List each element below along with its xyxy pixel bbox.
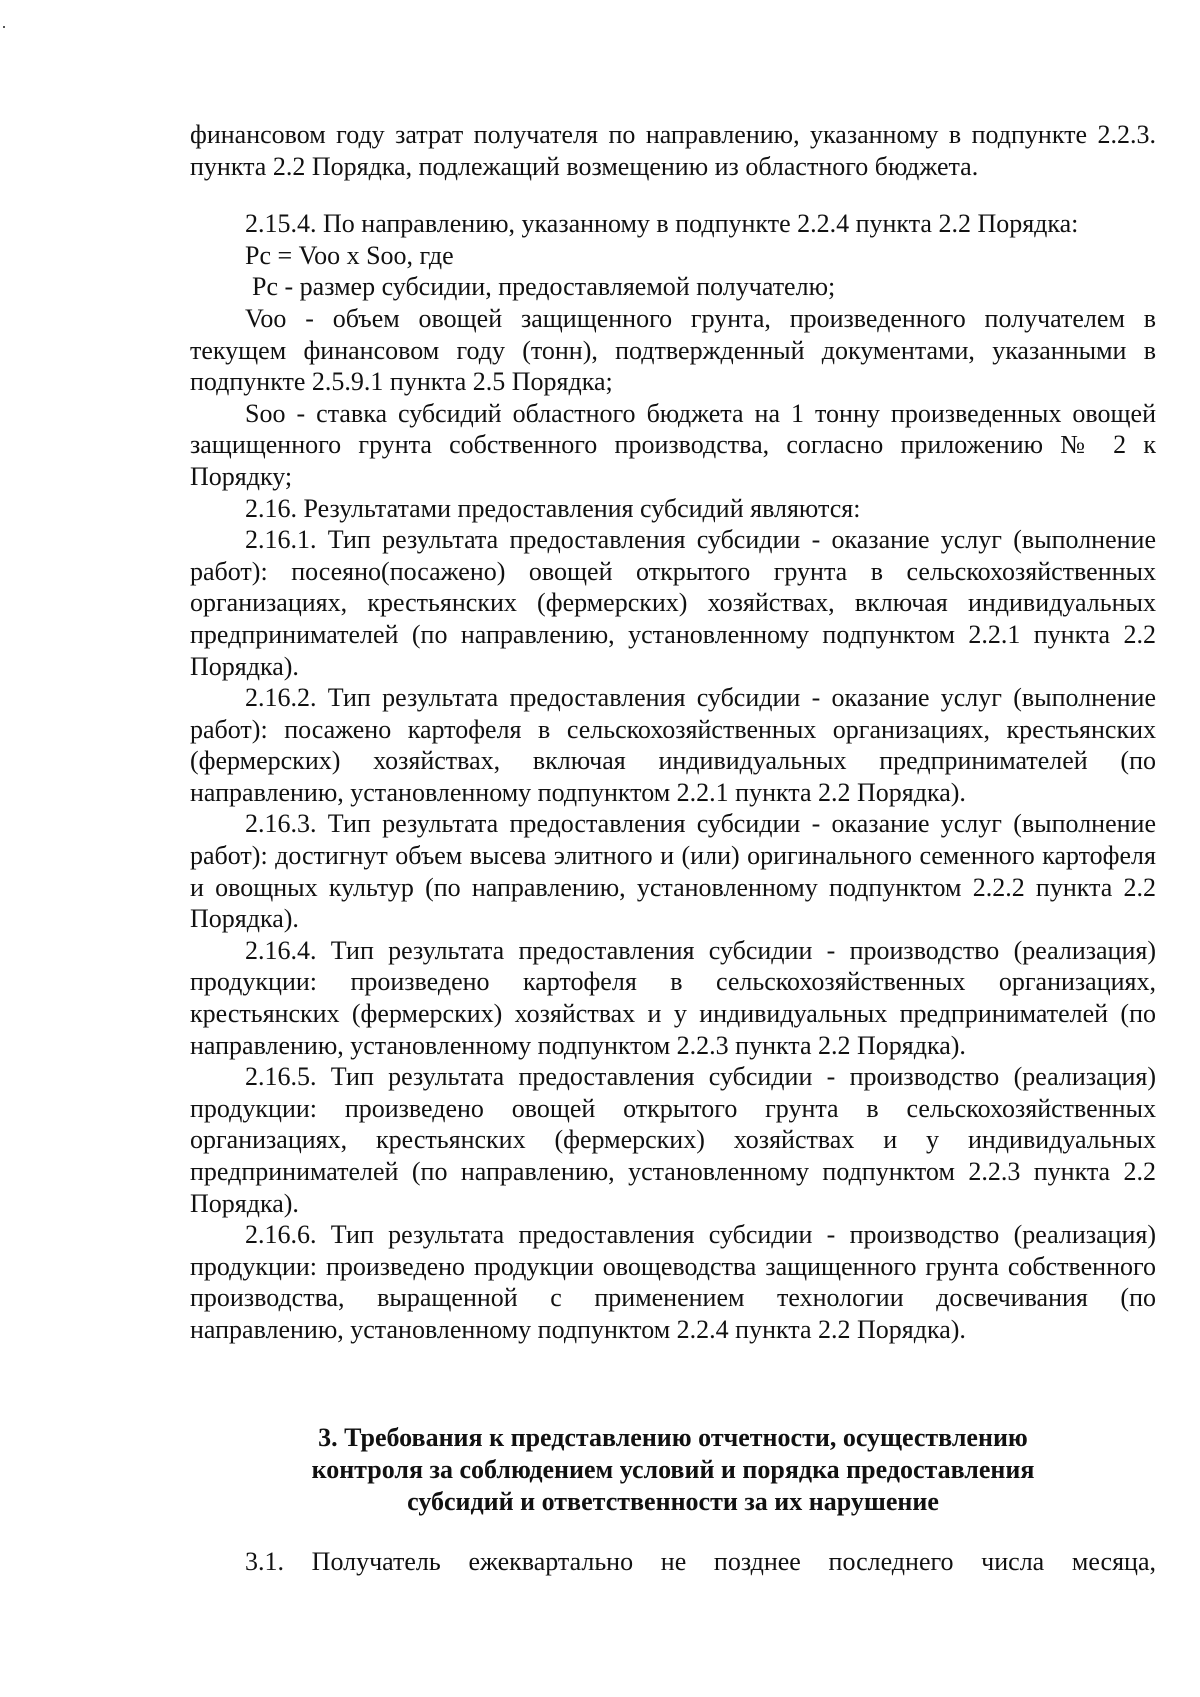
section-heading-line-2: контроля за соблюдением условий и порядка предоставления [311, 1454, 1035, 1484]
paragraph-2-16-2: 2.16.2. Тип результата предоставления субсидии - оказание услуг (выполнение работ): посажено картофеля в сельскохозяйственных организациях, крестьянских (фермерских) хозяйствах, включая индивидуальных предпринимателей (по направлению, установленному подпунктом 2.2.1 пункта 2.2 Порядка). [190, 683, 1156, 807]
scan-speck [3, 26, 5, 28]
document-body [190, 119, 1156, 1603]
paragraph-2-15-4: 2.15.4. По направлению, указанному в подпункте 2.2.4 пункта 2.2 Порядка: [245, 209, 1079, 239]
paragraph-2-16: 2.16. Результатами предоставления субсидий являются: [245, 493, 861, 523]
paragraph-2-16-3: 2.16.3. Тип результата предоставления субсидии - оказание услуг (выполнение работ): достигнут объем высева элитного и (или) оригинального семенного картофеля и овощных культур (по направлению, установленному подпунктом 2.2.2 пункта 2.2 Порядка). [190, 809, 1156, 934]
paragraph-3-1: 3.1. Получатель ежеквартально не позднее последнего числа месяца, [245, 1546, 1156, 1576]
paragraph-2-16-5: 2.16.5. Тип результата предоставления субсидии - производство (реализация) продукции: произведено овощей открытого грунта в сельскохозяйственных организациях, крестьянских (фермерских) хозяйствах и у индивидуальных предпринимателей (по направлению, установленному подпунктом 2.2.3 пункта 2.2 Порядка). [190, 1062, 1156, 1218]
section-heading-line-3: субсидий и ответственности за их нарушение [407, 1486, 939, 1516]
definition-soo: Soo - ставка субсидий областного бюджета на 1 тонну произведенных овощей защищенного грунта собственного производства, согласно приложению № 2 к Порядку; [190, 398, 1156, 491]
paragraph-2-16-6: 2.16.6. Тип результата предоставления субсидии - производство (реализация) продукции: произведено продукции овощеводства защищенного грунта собственного производства, выращенной с применением технологии досвечивания (по направлению, установленному подпунктом 2.2.4 пункта 2.2 Порядка). [190, 1220, 1156, 1344]
paragraph-2-16-4: 2.16.4. Тип результата предоставления субсидии - производство (реализация) продукции: произведено картофеля в сельскохозяйственных организациях, крестьянских (фермерских) хозяйствах и у индивидуальных предпринимателей (по направлению, установленному подпунктом 2.2.3 пункта 2.2 Порядка). [190, 935, 1156, 1060]
paragraph-intro: финансовом году затрат получателя по направлению, указанному в подпункте 2.2.3. пункта 2.2 Порядка, подлежащий возмещению из областного бюджета. [190, 120, 1156, 181]
definition-voo: Voo - объем овощей защищенного грунта, произведенного получателем в текущем финансовом году (тонн), подтвержденный документами, указанными в подпункте 2.5.9.1 пункта 2.5 Порядка; [190, 303, 1156, 397]
section-heading [190, 1422, 1156, 1518]
section-heading-line-1: 3. Требования к представлению отчетности, осуществлению [318, 1422, 1028, 1452]
paragraph-2-16-1: 2.16.1. Тип результата предоставления субсидии - оказание услуг (выполнение работ): посеяно(посажено) овощей открытого грунта в сельскохозяйственных организациях, крестьянских (фермерских) хозяйствах, включая индивидуальных предпринимателей (по направлению, установленному подпунктом 2.2.1 пункта 2.2 Порядка). [190, 525, 1156, 681]
formula: Рс = Voo x Soo, где [245, 240, 454, 270]
definition-pc: Рс - размер субсидии, предоставляемой получателю; [252, 272, 836, 302]
